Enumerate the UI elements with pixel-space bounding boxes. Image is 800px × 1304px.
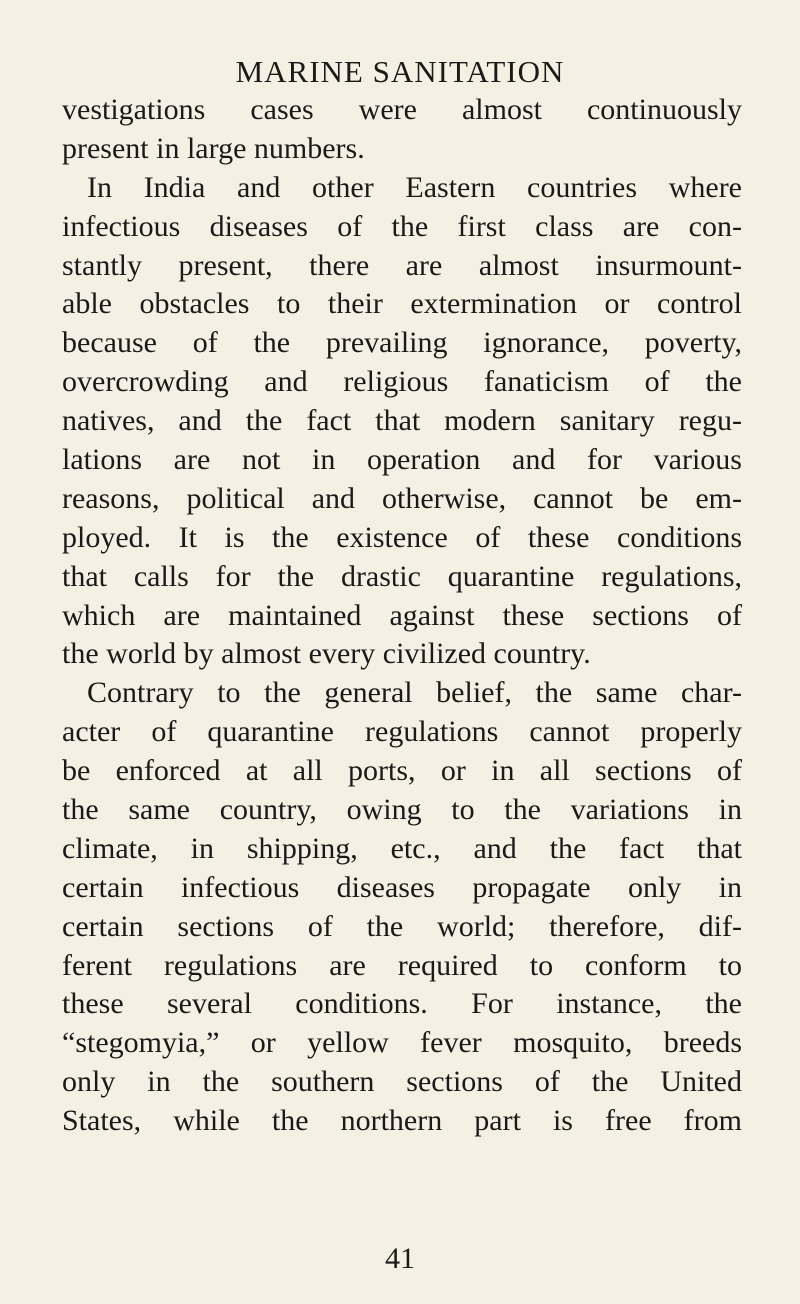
text-line: In India and other Eastern countries where xyxy=(87,170,742,204)
text-line: ferent regulations are required to conform to xyxy=(62,948,742,982)
text-line: stantly present, there are almost insurmount- xyxy=(62,248,742,282)
text-line: natives, and the fact that modern sanitary regu- xyxy=(62,404,742,438)
text-line: the same country, owing to the variations in xyxy=(62,793,742,827)
text-line: which are maintained against these sections of xyxy=(62,598,742,632)
text-line: vestigations cases were almost continuously xyxy=(62,93,742,126)
text-line: certain sections of the world; therefore, dif- xyxy=(62,909,742,943)
text-line: only in the southern sections of the United xyxy=(62,1065,742,1099)
text-line: reasons, political and otherwise, cannot be em- xyxy=(62,481,742,515)
page-number: 41 xyxy=(385,1242,415,1275)
text-line: Contrary to the general belief, the same char- xyxy=(87,676,742,710)
body-text xyxy=(62,91,742,1141)
text-line: the world by almost every civilized country. xyxy=(62,637,591,671)
text-line: present in large numbers. xyxy=(62,131,365,165)
text-line: lations are not in operation and for various xyxy=(62,443,742,477)
text-line: these several conditions. For instance, the xyxy=(62,987,742,1021)
text-line: because of the prevailing ignorance, poverty, xyxy=(62,326,742,360)
text-line: “stegomyia,” or yellow fever mosquito, breeds xyxy=(62,1026,742,1060)
text-line: overcrowding and religious fanaticism of the xyxy=(62,365,742,399)
text-line: infectious diseases of the first class are con- xyxy=(62,209,742,243)
text-line: climate, in shipping, etc., and the fact that xyxy=(62,831,742,865)
text-line: certain infectious diseases propagate only in xyxy=(62,870,742,904)
text-line: that calls for the drastic quarantine regulations, xyxy=(62,559,742,593)
text-line: able obstacles to their extermination or control xyxy=(62,287,742,321)
text-line: acter of quarantine regulations cannot properly xyxy=(62,715,742,749)
text-line: ployed. It is the existence of these conditions xyxy=(62,520,742,554)
text-line: be enforced at all ports, or in all sections of xyxy=(62,754,742,788)
text-line: States, while the northern part is free from xyxy=(62,1104,742,1138)
running-head: MARINE SANITATION xyxy=(235,54,565,89)
